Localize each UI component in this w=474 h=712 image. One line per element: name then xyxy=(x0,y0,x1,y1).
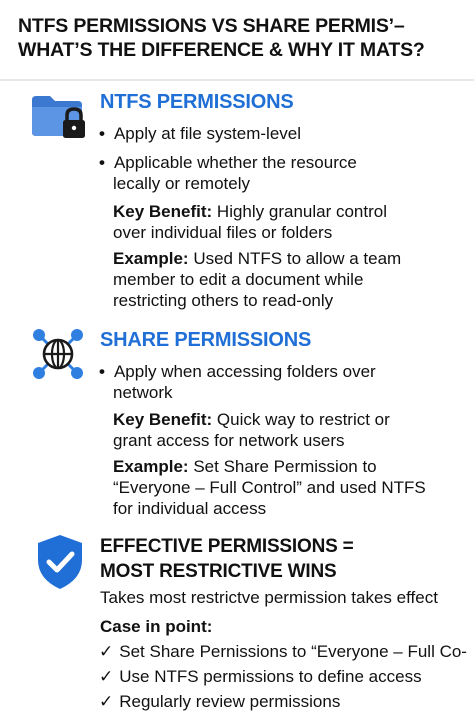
share-bullet-line-1: Apply when accessing folders over xyxy=(113,362,376,381)
ntfs-key-benefit-line-1: Highly granular control xyxy=(216,202,388,221)
ntfs-example-line-2: member to edit a document while xyxy=(113,270,364,289)
shield-check-icon xyxy=(35,533,85,591)
share-key-benefit-line-1: Quick way to restrict or xyxy=(216,410,390,429)
effective-summary: Takes most restrictve permission takes effect xyxy=(100,588,438,607)
check-icon: ✓ xyxy=(99,667,114,686)
effective-heading-line-1: EFFECTIVE PERMISSIONS = xyxy=(100,536,354,557)
share-bullet-line-2: network xyxy=(113,383,173,402)
share-bullet xyxy=(99,361,376,403)
ntfs-key-benefit-label: Key Benefit: xyxy=(113,202,213,221)
check-item-2-text: Use NTFS permissions to define access xyxy=(119,667,422,686)
share-heading: SHARE PERMISSIONS xyxy=(100,329,312,351)
ntfs-bullet-2-line-1: Applicable whether the resource xyxy=(113,153,357,172)
title-line-2: WHAT’S THE DIFFERENCE & WHY IT MATS? xyxy=(18,39,425,61)
share-example-line-2: “Everyone – Full Control” and used NTFS xyxy=(113,478,426,497)
ntfs-key-benefit-line-2: over individual files or folders xyxy=(113,223,333,242)
check-item-1 xyxy=(99,641,467,662)
page-title xyxy=(18,14,468,62)
network-globe-icon xyxy=(30,326,86,382)
bullet-dot: • xyxy=(99,153,105,172)
ntfs-heading: NTFS PERMISSIONS xyxy=(100,91,294,113)
check-item-2 xyxy=(99,666,422,687)
ntfs-bullet-2 xyxy=(99,152,357,194)
effective-heading xyxy=(100,534,354,584)
folder-lock-icon xyxy=(30,90,90,144)
ntfs-key-benefit xyxy=(113,201,387,243)
ntfs-bullet-2-line-2: lecally or remotely xyxy=(113,174,250,193)
effective-heading-line-2: MOST RESTRICTIVE WINS xyxy=(100,561,337,582)
case-in-point-label: Case in point: xyxy=(100,617,213,636)
ntfs-example-label: Example: xyxy=(113,249,189,268)
share-example-label: Example: xyxy=(113,457,189,476)
ntfs-bullet-1-text: Apply at file system-level xyxy=(113,124,302,143)
ntfs-bullet-1 xyxy=(99,123,301,144)
check-item-3 xyxy=(99,691,340,712)
title-line-1: NTFS PERMISSIONS VS SHARE PERMIS’– xyxy=(18,15,405,37)
check-icon: ✓ xyxy=(99,692,114,711)
share-example-line-1: Set Share Permission to xyxy=(193,457,377,476)
ntfs-example-line-1: Used NTFS to allow a team xyxy=(193,249,402,268)
share-key-benefit xyxy=(113,409,390,451)
ntfs-example-line-3: restricting others to read-only xyxy=(113,291,334,310)
share-key-benefit-label: Key Benefit: xyxy=(113,410,213,429)
share-example-line-3: for individual access xyxy=(113,499,267,518)
share-key-benefit-line-2: grant access for network users xyxy=(113,431,345,450)
title-divider xyxy=(0,79,474,81)
check-item-1-text: Set Share Pernissions to “Everyone – Full Co- xyxy=(119,642,467,661)
bullet-dot: • xyxy=(99,124,105,143)
check-item-3-text: Regularly review permissions xyxy=(119,692,341,711)
share-example xyxy=(113,456,426,519)
ntfs-example xyxy=(113,248,401,311)
check-icon: ✓ xyxy=(99,642,114,661)
bullet-dot: • xyxy=(99,362,105,381)
